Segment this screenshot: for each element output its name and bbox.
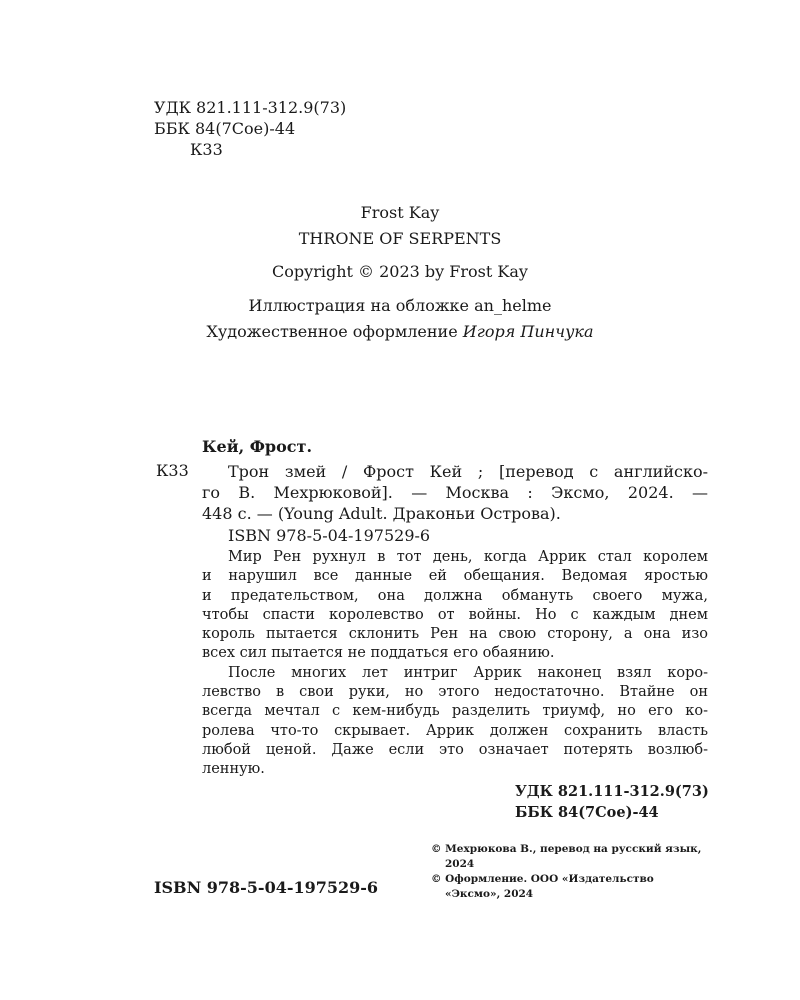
annotation-line: ленную. bbox=[202, 761, 265, 778]
annotation-line: и нарушил все данные ей обещания. Ведомая яростью bbox=[202, 568, 708, 585]
bibliographic-line: Трон змей / Фрост Кей ; [перевод с английско- bbox=[228, 462, 708, 481]
isbn-bottom: ISBN 978-5-04-197529-6 bbox=[154, 878, 379, 897]
bibliographic-description bbox=[202, 461, 708, 524]
copyright-line: Copyright © 2023 by Frost Kay bbox=[272, 262, 528, 281]
design-credit bbox=[0, 322, 800, 341]
bibliographic-heading: Кей, Фрост. bbox=[202, 437, 313, 456]
bibliographic-line: го В. Мехрюковой]. — Москва : Эксмо, 2024. — bbox=[202, 483, 708, 502]
bottom-udk-code: УДК 821.111-312.9(73) bbox=[515, 783, 709, 800]
cover-illustration-credit: Иллюстрация на обложке an_helme bbox=[248, 296, 552, 315]
copyright-notice bbox=[431, 842, 701, 902]
copyright-translation-year: 2024 bbox=[445, 858, 475, 870]
annotation-line: ролева что-то скрывает. Аррик должен сохранить власть bbox=[202, 722, 708, 739]
copyright-translation: © Мехрюкова В., перевод на русский язык, bbox=[431, 843, 702, 855]
bbk-code: ББК 84(7Сое)-44 bbox=[154, 119, 296, 138]
design-credit-name: Игоря Пинчука bbox=[462, 322, 594, 341]
copyright-design-publisher: «Эксмо», 2024 bbox=[445, 888, 534, 900]
original-author: Frost Kay bbox=[360, 203, 440, 222]
copyright-design: © Оформление. ООО «Издательство bbox=[431, 873, 654, 885]
annotation-line: король пытается склонить Рен на свою сторону, а она изо bbox=[202, 626, 708, 643]
bibliographic-author-mark: К33 bbox=[156, 461, 189, 480]
annotation-line: любой ценой. Даже если это означает потерять возлюб- bbox=[202, 741, 708, 758]
bottom-library-codes bbox=[515, 781, 709, 823]
original-title: THRONE OF SERPENTS bbox=[298, 229, 502, 248]
annotation-line: всегда мечтал с кем-нибудь разделить триумф, но его ко- bbox=[202, 703, 708, 720]
author-mark: К33 bbox=[190, 140, 223, 159]
book-annotation bbox=[202, 548, 708, 780]
bibliographic-line: 448 с. — (Young Adult. Драконьи Острова). bbox=[202, 504, 561, 523]
annotation-line: чтобы спасти королевство от войны. Но с каждым днем bbox=[202, 606, 708, 623]
isbn-inline: ISBN 978-5-04-197529-6 bbox=[228, 526, 431, 545]
annotation-line: всех сил пытается не поддаться его обаянию. bbox=[202, 645, 555, 662]
annotation-line: и предательством, она должна обмануть своего мужа, bbox=[202, 587, 708, 604]
udk-code: УДК 821.111-312.9(73) bbox=[154, 98, 347, 117]
top-library-codes bbox=[154, 97, 346, 160]
bottom-bbk-code: ББК 84(7Сое)-44 bbox=[515, 804, 659, 821]
annotation-line: После многих лет интриг Аррик наконец взял коро- bbox=[228, 664, 708, 681]
annotation-line: Мир Рен рухнул в тот день, когда Аррик стал королем bbox=[228, 549, 708, 565]
annotation-line: левство в свои руки, но этого недостаточно. Втайне он bbox=[202, 684, 708, 701]
design-credit-prefix: Художественное оформление bbox=[206, 322, 463, 341]
